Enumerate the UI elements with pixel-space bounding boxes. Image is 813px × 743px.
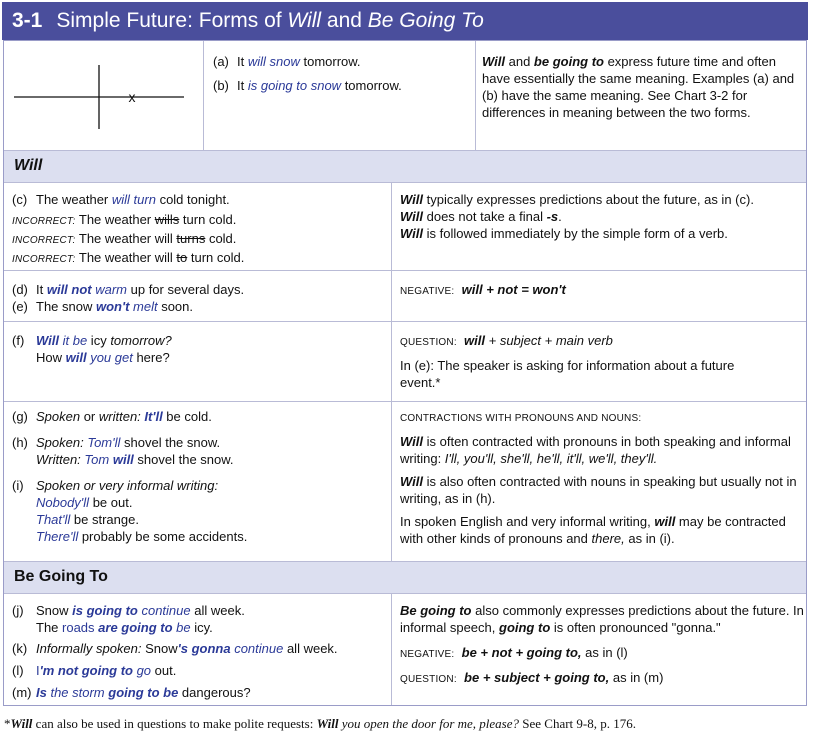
footnote: *Will can also be used in questions to make polite requests: Will you open the door for me, please? See Chart 9-8, p. 176.	[4, 716, 636, 731]
example-c: (c) The weather will turn cold tonight. INCORRECT: The weather wills turn cold. INCORRECT: The weather will turns cold. INCORRECT: The weather will to turn cold.	[12, 192, 245, 265]
example-j-m: (j) Snow is going to continue all week. The roads are going to be icy. (k) Informally spoken: Snow's gonna continue all week. (l) I'm not going to go out. (m) Is the storm going to be dangerous?	[12, 603, 338, 700]
row-g-h-i	[4, 402, 806, 562]
explanation-f: QUESTION: will + subject + main verb In (e): The speaker is asking for information about a future event.*	[400, 333, 735, 390]
chart-number: 3-1	[12, 9, 43, 32]
section-heading-be-going-to: Be Going To	[4, 562, 806, 594]
example-g-h-i: (g) Spoken or written: It'll be cold. (h) Spoken: Tom'll shovel the snow. Written: Tom will shovel the snow. (i) Spoken or very informal writing: Nobody'll be out. That'll be strange. There'll probably be some accidents.	[12, 409, 248, 544]
example-a: (a) It will snow tomorrow.	[213, 54, 361, 69]
intro-row	[4, 41, 806, 151]
row-j-m	[4, 594, 806, 705]
explanation-c: Will typically expresses predictions about the future, as in (c). Will does not take a final -s. Will is followed immediately by the simple form of a verb.	[400, 192, 754, 241]
timeline-diagram	[14, 61, 184, 131]
chart-header	[2, 2, 808, 40]
section-heading-will: Will	[4, 151, 806, 183]
intro-explanation: Will and be going to express future time and often have essentially the same meaning. Examples (a) and (b) have the same meaning. See Chart 3-2 for differences in meaning between the two forms.	[482, 54, 795, 120]
explanation-contractions: CONTRACTIONS WITH PRONOUNS AND NOUNS: Will is often contracted with pronouns in both speaking and informal writing: I'll, you'll, she'll, he'll, it'll, we'll, they'll. Will is also often contracted with nouns in speaking but usually not in writing, as in (h). In spoken English and very informal writing, will may be contracted with other kinds of pronouns and there, as in (i).	[400, 413, 797, 546]
row-c	[4, 183, 806, 271]
chart-title: Simple Future: Forms of Will and Be Going To	[56, 9, 484, 32]
row-d-e	[4, 271, 806, 322]
example-d-e: (d) It will not warm up for several days. (e) The snow won't melt soon.	[12, 282, 245, 314]
negative-formula: NEGATIVE: will + not = won't	[400, 282, 566, 297]
example-b: (b) It is going to snow tomorrow.	[213, 78, 402, 93]
svg-text:x: x	[128, 89, 136, 105]
example-f: (f) Will it be icy tomorrow? How will you get here?	[12, 333, 172, 365]
explanation-be-going-to: Be going to also commonly expresses predictions about the future. In informal speech, going to is often pronounced "gonna." NEGATIVE: be + not + going to, as in (l) QUESTION: be + subject + going to, as in (m)	[400, 603, 804, 685]
row-f	[4, 322, 806, 402]
grammar-chart	[3, 40, 807, 706]
